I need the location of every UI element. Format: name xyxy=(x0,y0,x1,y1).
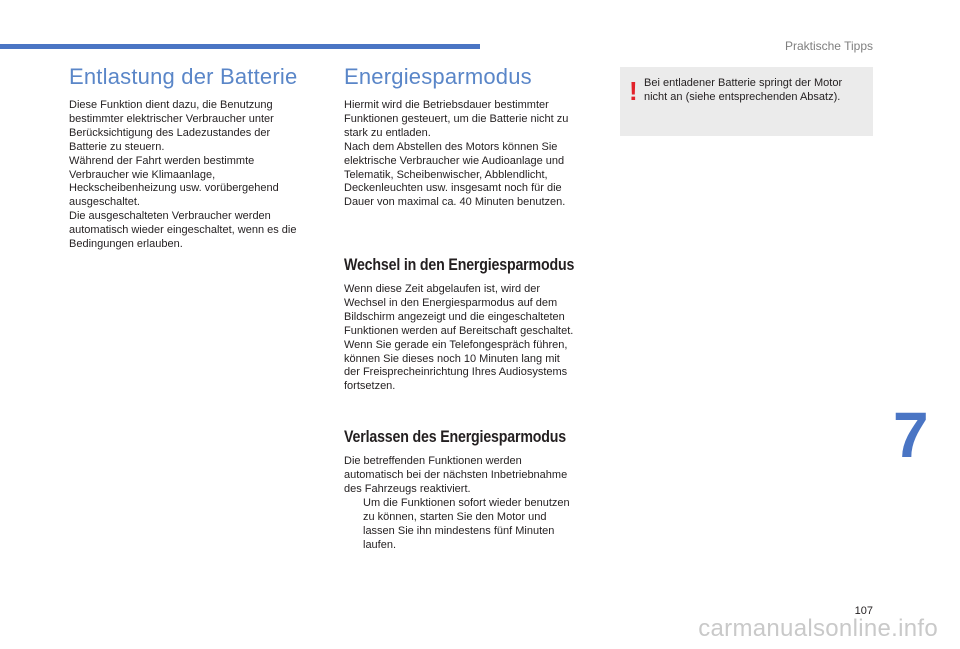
section-header: Praktische Tipps xyxy=(784,39,873,53)
enter-mode-heading: Wechsel in den Energiesparmodus xyxy=(344,256,575,274)
chapter-number: 7 xyxy=(893,399,929,471)
enter-mode-body: Wenn diese Zeit abgelaufen ist, wird der Wechsel in den Energiesparmodus auf dem Bildschirm angezeigt und die eingeschalteten Funktionen werden auf Bereitschaft geschaltet. Wenn Sie gerade ein Telefongespräch führen, können Sie dieses noch 10 Minuten lang mit der Freisprecheinrichtung Ihres Audiosystems fortsetzen. xyxy=(344,283,574,393)
exit-mode-heading: Verlassen des Energiesparmodus xyxy=(344,428,566,446)
warning-box xyxy=(620,67,873,136)
battery-relief-body: Diese Funktion dient dazu, die Benutzung bestimmter elektrischer Verbraucher unter Berücksichtigung des Ladezustandes der Batterie zu steuern. Während der Fahrt werden bestimmte Verbraucher wie Klimaanlage, Heckscheibenheizung usw. vorübergehend ausgeschaltet. Die ausgeschalteten Verbraucher werden automatisch wieder eingeschaltet, wenn es die Bedingungen erlauben. xyxy=(69,99,297,251)
watermark: carmanualsonline.info xyxy=(698,615,938,642)
energy-saving-title: Energiesparmodus xyxy=(344,64,532,89)
energy-saving-intro: Hiermit wird die Betriebsdauer bestimmter Funktionen gesteuert, um die Batterie nicht zu stark zu entladen. Nach dem Abstellen des Motors können Sie elektrische Verbraucher wie Audioanlage und Telematik, Scheibenwischer, Abblendlicht, Deckenleuchten usw. insgesamt noch für die Dauer von maximal ca. 40 Minuten benutzen. xyxy=(344,99,569,209)
warning-text: Bei entladener Batterie springt der Motor nicht an (siehe entsprechenden Absatz). xyxy=(644,77,843,103)
battery-relief-title: Entlastung der Batterie xyxy=(69,64,298,89)
exit-mode-body: Die betreffenden Funktionen werden automatisch bei der nächsten Inbetriebnahme des Fahrzeugs reaktiviert. xyxy=(344,455,568,495)
page-number: 107 xyxy=(854,605,873,617)
warning-exclamation-icon: ! xyxy=(629,76,638,106)
top-accent-bar xyxy=(0,44,480,49)
exit-mode-bullet-text: Um die Funktionen sofort wieder benutzen zu können, starten Sie den Motor und lassen Sie ihn mindestens fünf Minuten laufen. xyxy=(363,497,570,551)
